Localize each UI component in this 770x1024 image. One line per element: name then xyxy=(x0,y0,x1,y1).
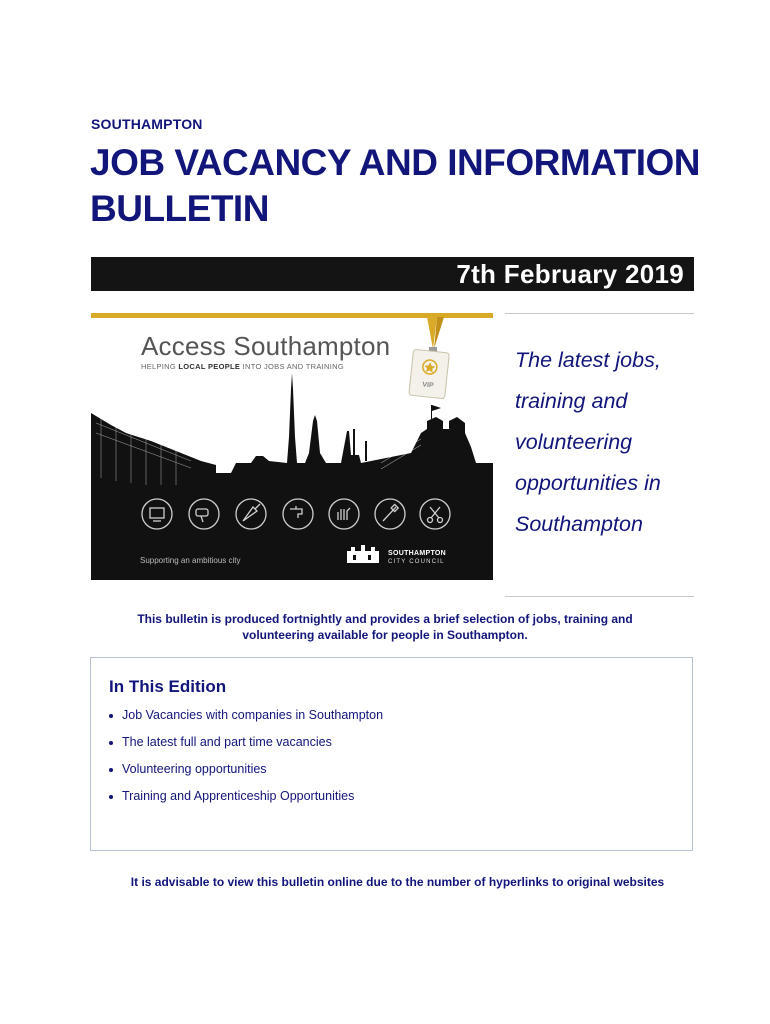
online-advice-note: It is advisable to view this bulletin online due to the number of hyperlinks to original websites xyxy=(130,875,665,889)
edition-item-latest-vacancies[interactable]: The latest full and part time vacancies xyxy=(105,733,383,760)
bottom-divider xyxy=(505,596,694,597)
intro-text: This bulletin is produced fortnightly and provides a brief selection of jobs, training and volunteering available for people in Southampton. xyxy=(137,612,633,642)
banner-subtitle-prefix: HELPING xyxy=(141,362,179,371)
banner-subtitle-bold: LOCAL PEOPLE xyxy=(178,362,241,371)
edition-heading: In This Edition xyxy=(109,677,227,696)
council-logo-icon xyxy=(347,545,379,563)
banner-subtitle-suffix: INTO JOBS AND TRAINING xyxy=(240,362,344,371)
edition-item-volunteering[interactable]: Volunteering opportunities xyxy=(105,760,383,787)
edition-list xyxy=(105,706,383,814)
council-name-text: SOUTHAMPTON xyxy=(388,550,447,557)
vip-badge-icon xyxy=(409,349,450,399)
council-name xyxy=(388,549,446,567)
banner-footer-text: Supporting an ambitious city xyxy=(140,556,241,565)
svg-text:VIP: VIP xyxy=(421,381,434,390)
access-southampton-banner xyxy=(91,313,493,580)
bulletin-kicker: SOUTHAMPTON xyxy=(91,116,203,132)
top-divider xyxy=(505,313,694,314)
council-subname: CITY COUNCIL xyxy=(388,559,445,565)
lanyard-icon xyxy=(427,317,444,353)
edition-item-training[interactable]: Training and Apprenticeship Opportunities xyxy=(105,787,383,814)
tagline: The latest jobs, training and volunteering opportunities in Southampton xyxy=(515,348,661,536)
in-this-edition-box xyxy=(90,657,693,851)
bulletin-title: JOB VACANCY AND INFORMATION BULLETIN xyxy=(90,142,701,229)
date-bar: 7th February 2019 xyxy=(91,257,694,291)
edition-item-job-vacancies[interactable]: Job Vacancies with companies in Southampton xyxy=(105,706,383,733)
banner-artwork xyxy=(91,313,493,580)
banner-title: Access Southampton xyxy=(141,331,391,361)
